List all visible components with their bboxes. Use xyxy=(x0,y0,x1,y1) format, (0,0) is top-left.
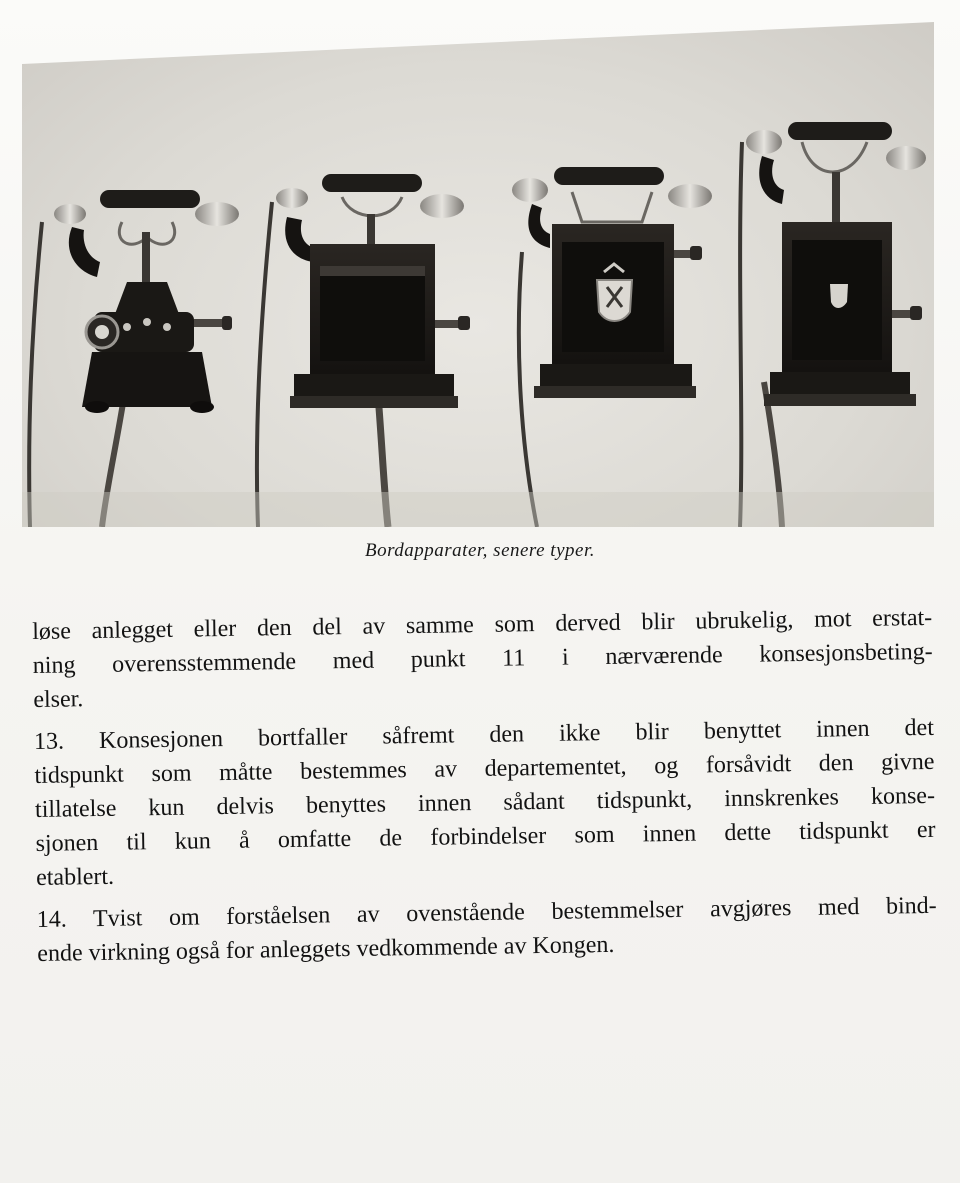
photo-caption: Bordapparater, senere typer. xyxy=(364,540,595,561)
telephones-illustration xyxy=(22,22,934,527)
text-line: løse anlegget eller den del av samme som derved blir ubrukelig, mot erstat- xyxy=(32,604,933,645)
text-line: tillatelse kun delvis benyttes innen sådant tidspunkt, innskrenkes konse- xyxy=(34,782,936,823)
telephones-photo xyxy=(22,22,934,527)
text-line: tidspunkt som måtte bestemmes av departementet, og forsåvidt den givne xyxy=(34,748,935,789)
body-text xyxy=(32,601,937,971)
phone-2 xyxy=(257,174,470,527)
text-line: etablert. xyxy=(35,863,115,891)
phone-3 xyxy=(512,167,712,527)
phone-4 xyxy=(740,122,926,527)
text-line: elser. xyxy=(33,686,84,713)
phone-1 xyxy=(29,190,239,527)
text-line: 13. Konsesjonen bortfaller såfremt den ikke blir benyttet innen det xyxy=(33,714,935,755)
text-line: ende virkning også for anleggets vedkommende av Kongen. xyxy=(37,931,615,967)
text-line: 14. Tvist om forståelsen av ovenstående bestemmelser avgjøres med bind- xyxy=(36,892,937,933)
text-line: ning overensstemmende med punkt 11 i nærværende konsesjonsbeting- xyxy=(32,638,933,679)
text-line: sjonen til kun å omfatte de forbindelser som innen dette tidspunkt er xyxy=(35,816,936,857)
